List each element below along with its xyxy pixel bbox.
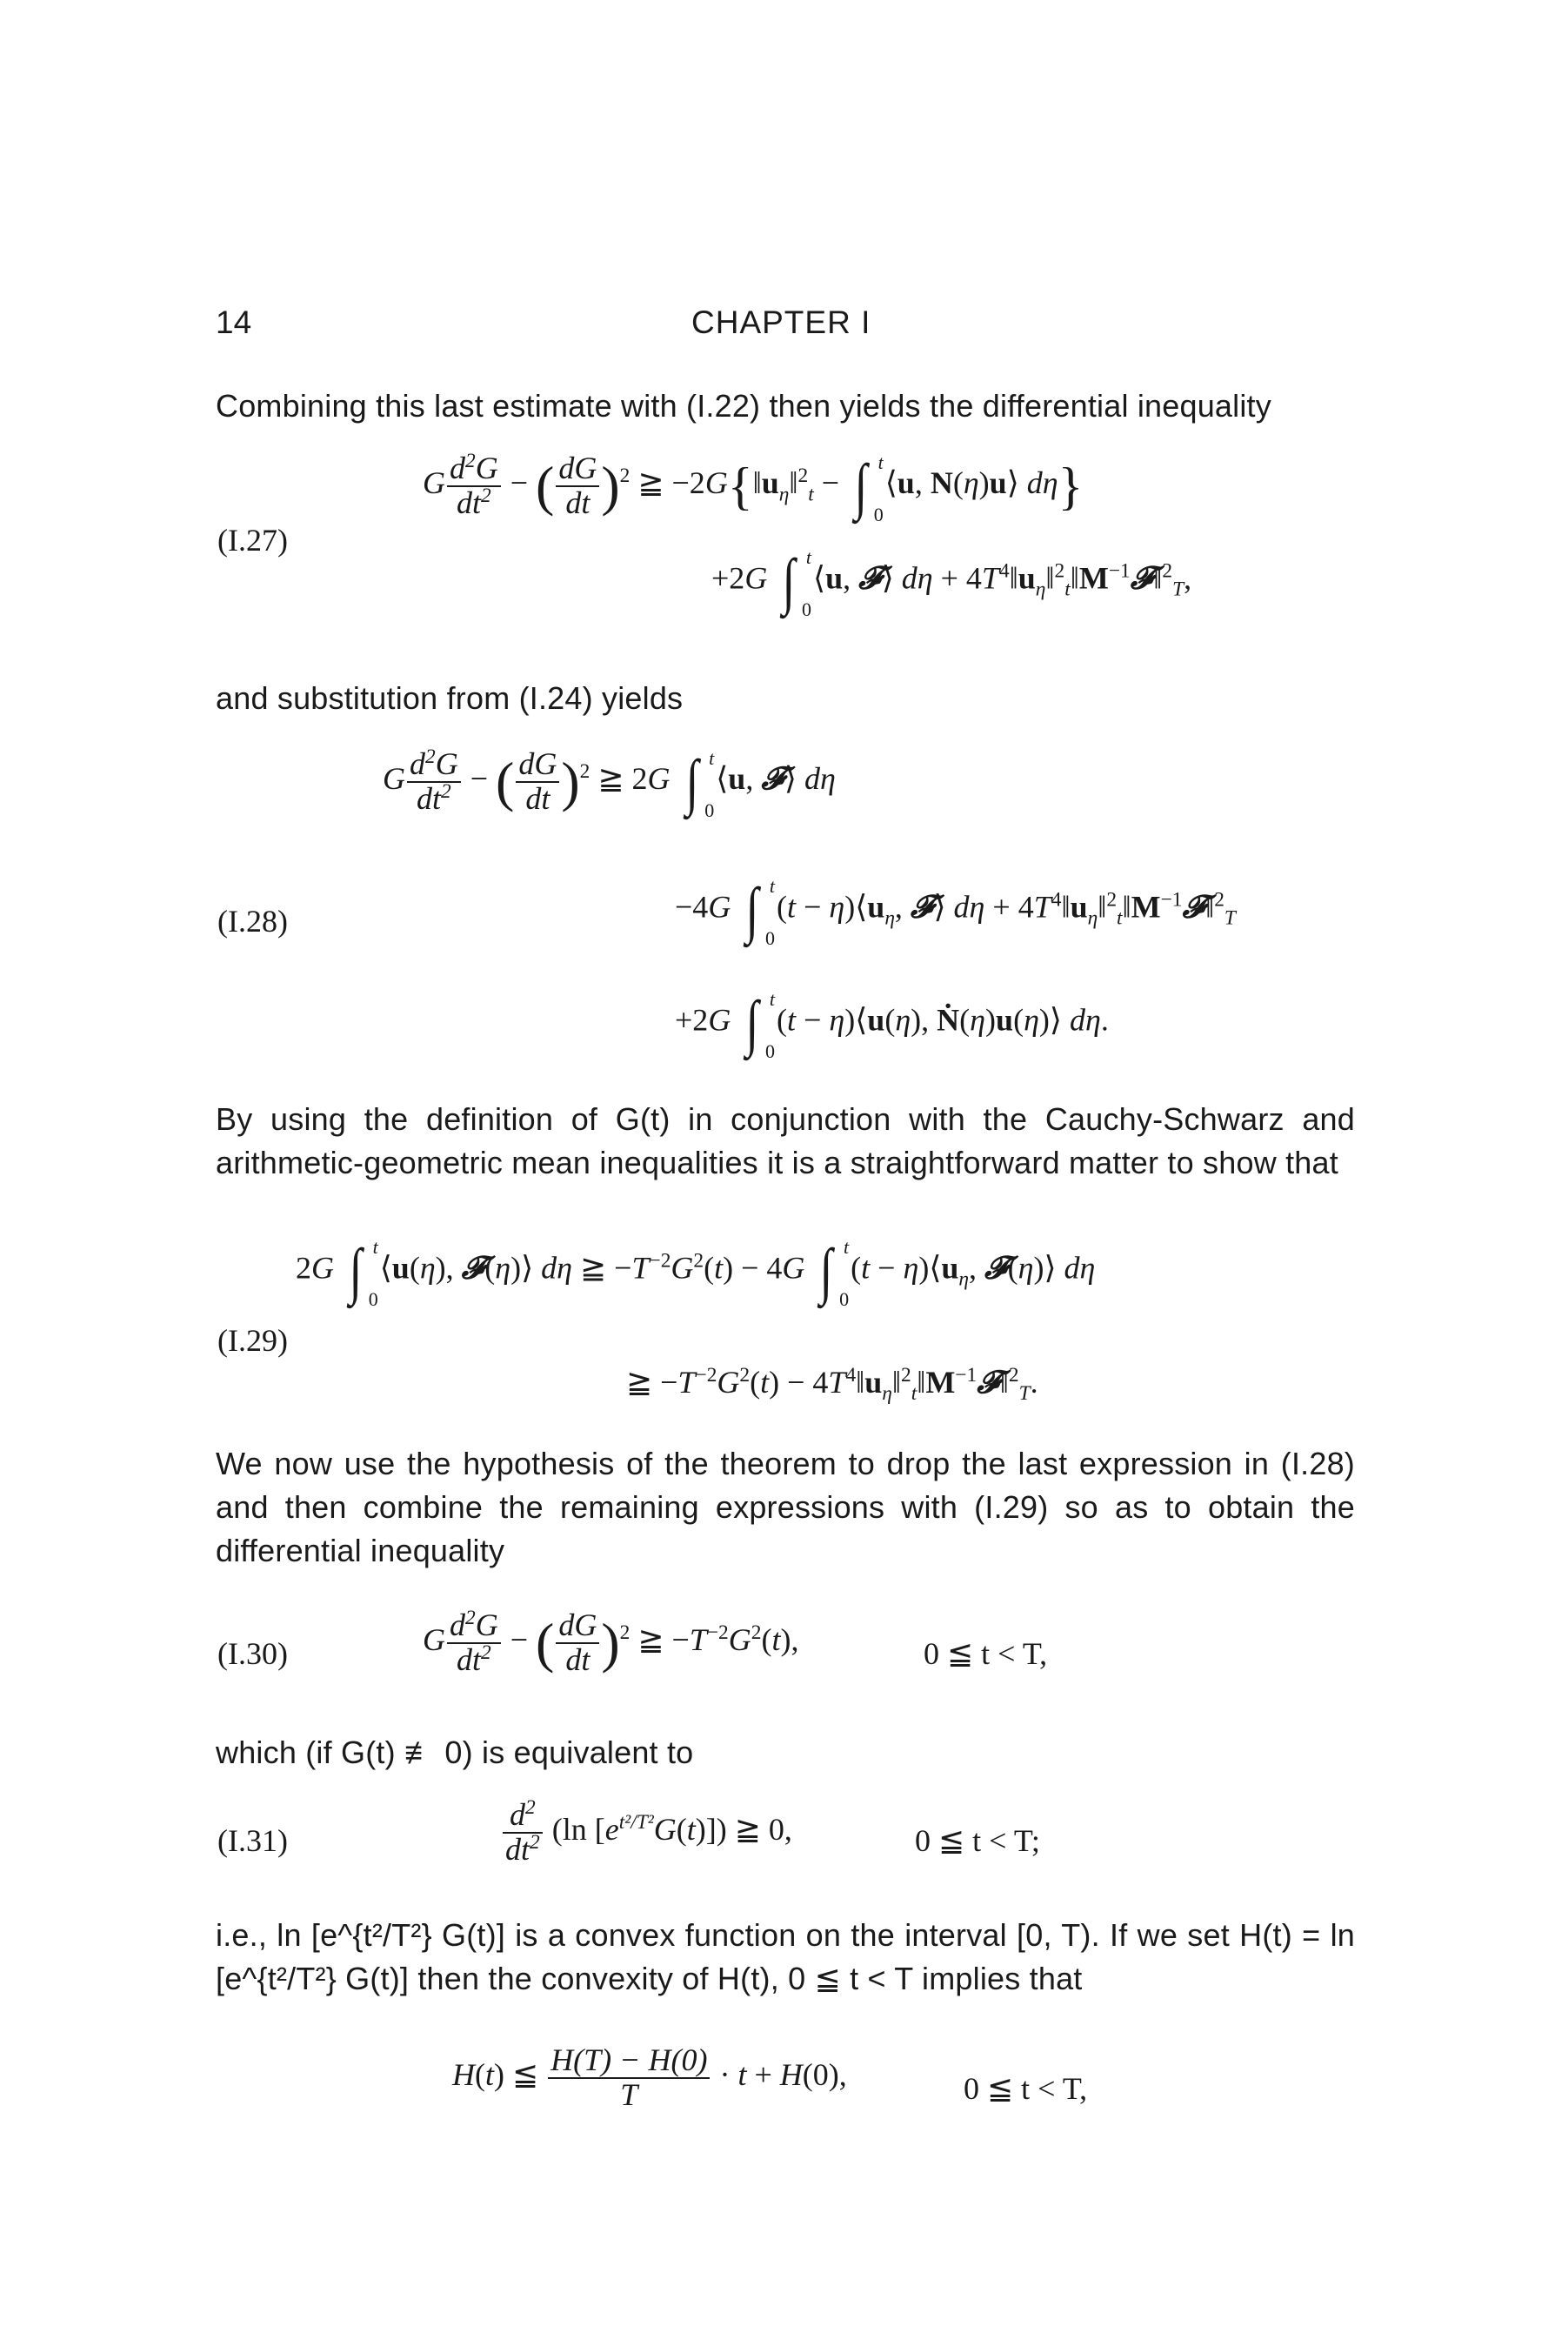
paragraph-2: and substitution from (I.24) yields xyxy=(216,680,684,716)
paragraph-3: By using the definition of G(t) in conjunction with the Cauchy-Schwarz and arithmetic-geometric mean inequalities it is a straightforward matter to show that xyxy=(216,1101,1355,1180)
paragraph-4: We now use the hypothesis of the theorem to drop the last expression in (I.28) and then combine the remaining expressions with (I.29) so as to obtain the differential inequality xyxy=(216,1446,1355,1568)
equation-label-1-31: (I.31) xyxy=(217,1823,288,1858)
paragraph-1: Combining this last estimate with (I.22) then yields the differential inequality xyxy=(216,388,1271,424)
equation-1-29-line-2: ≧ $-T^{-2}G^2(t)$ − $4T^4‖u_\eta‖^2_t‖M^{-1}𝓕‖^2_T$. xyxy=(626,1364,1038,1406)
equation-label-1-28: (I.28) xyxy=(217,904,288,939)
equation-1-30-condition: 0 ≦ t < T, xyxy=(924,1636,1048,1671)
equation-1-28-line-1: G $\frac{d^2G}{dt^2}$ − ( $\frac{dG}{dt}$ )$^2$ ≧ 2G ∫ t 0 ⟨u, 𝓕⟩ dη xyxy=(383,745,836,821)
equation-label-1-30: (I.30) xyxy=(217,1636,288,1671)
equation-1-31: $\frac{d^2}{dt^2}$ (ln $[e^{t^2/T^2}G(t)]$) ≧ 0, xyxy=(501,1799,792,1867)
equation-h-bound: H(t) ≦ $\frac{H(T) - H(0)}{T}$ · t + H(0), xyxy=(452,2042,847,2112)
paragraph-5: which (if G(t) ≢ 0) is equivalent to xyxy=(216,1734,694,1770)
page-number: 14 xyxy=(216,304,252,340)
equation-label-1-29: (I.29) xyxy=(217,1323,288,1358)
equation-1-27-line-2: +2G ∫ t 0 ⟨u, 𝓕⟩ $d\eta + 4T^4‖u_\eta‖^2_t‖M^{-1}𝓕‖^2_T$, xyxy=(711,546,1192,620)
equation-1-28-line-3: +2G ∫ t 0 (t − η)⟨u(η), Ṅ(η)u(η)⟩ dη. xyxy=(675,988,1109,1062)
equation-1-31-condition: 0 ≦ t < T; xyxy=(915,1823,1040,1858)
equation-label-1-27: (I.27) xyxy=(217,523,288,558)
equation-1-29-line-1: 2G ∫ t 0 ⟨u(η), 𝓕(η)⟩ dη ≧ $-T^{-2}G^2(t) - 4G$ ∫ t 0 $(t - \eta)⟨u_\eta$, 𝓕(η)⟩ dη xyxy=(296,1236,1096,1310)
equation-h-bound-condition: 0 ≦ t < T, xyxy=(964,2071,1088,2106)
equation-1-30: G $\frac{d^2G}{dt^2}$ − ( $\frac{dG}{dt}$ )$^2$ ≧ $-T^{-2}G^2(t)$, xyxy=(423,1607,799,1677)
running-title: CHAPTER I xyxy=(691,304,871,340)
equation-1-27-line-1: G $\frac{d^2G}{dt^2}$ − ( $\frac{dG}{dt}$ )$^2$ ≧ $-2G\{‖u_\eta‖^2_t$ − ∫ t 0 ⟨u, N(η)u⟩ dη} xyxy=(423,450,1084,525)
paragraph-6: i.e., ln [e^{t²/T²} G(t)] is a convex function on the interval [0, T). If we set H(t) = ln [e^{t²/T²} G(t)] then the convexity of H(t), 0 ≦ t < T implies that xyxy=(216,1917,1355,1996)
equation-1-28-line-2: −4G ∫ t 0 $(t - \eta)⟨u_\eta$, 𝓕⟩ $d\eta + 4T^4‖u_\eta‖^2_t‖M^{-1}𝓕‖^2_T$ xyxy=(675,875,1236,949)
